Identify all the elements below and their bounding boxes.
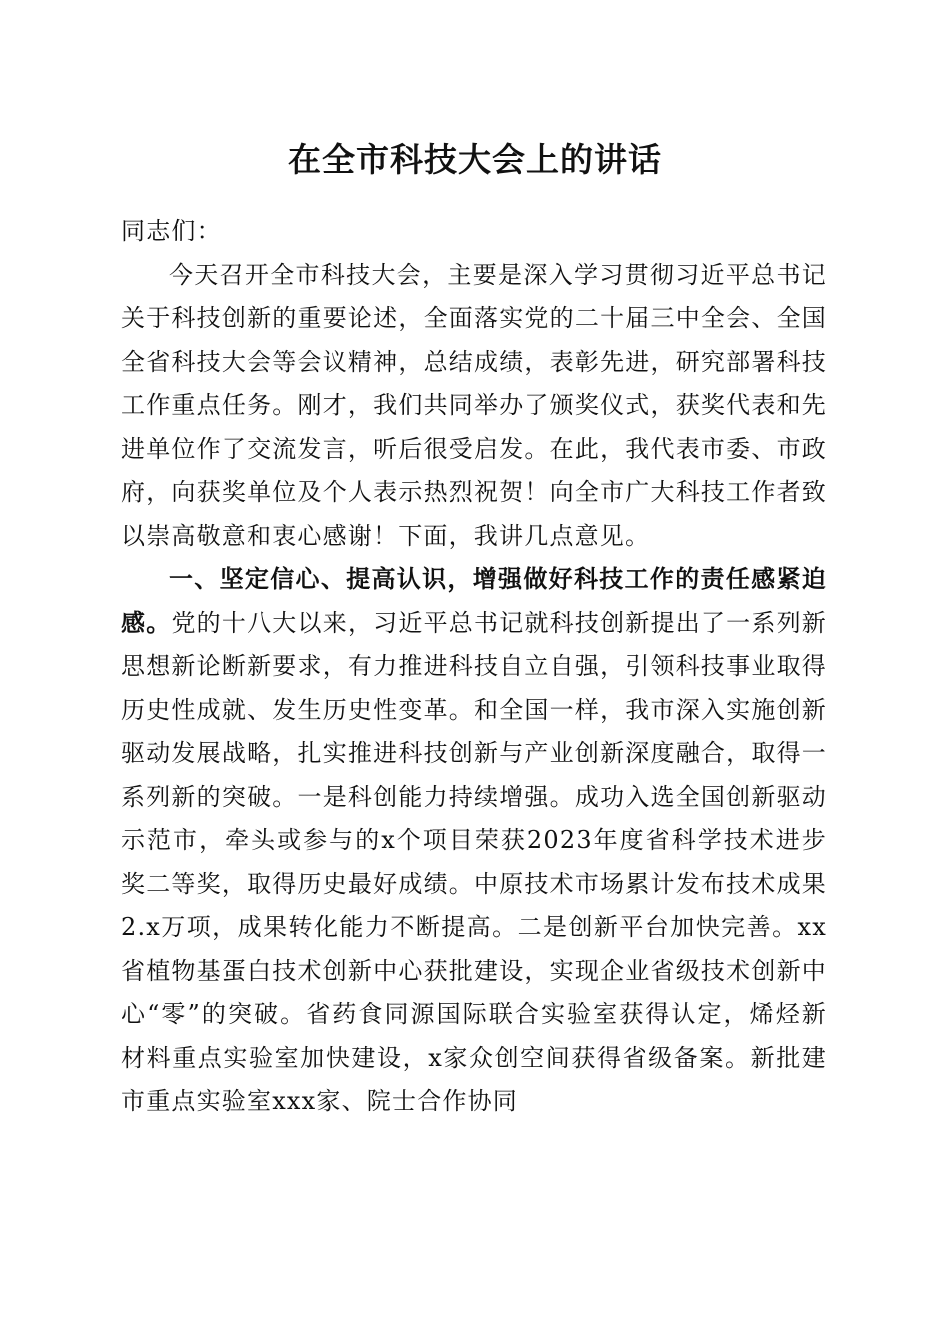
opening-paragraph: 今天召开全市科技大会，主要是深入学习贯彻习近平总书记关于科技创新的重要论述，全面落实党的二十届三中全会、全国全省科技大会等会议精神，总结成绩，表彰先进，研究部署科技工作重点任务。刚才，我们共同举办了颁奖仪式，获奖代表和先进单位作了交流发言，听后很受启发。在此，我代表市委、市政府，向获奖单位及个人表示热烈祝贺！向全市广大科技工作者致以崇高敬意和衷心感谢！下面，我讲几点意见。 (121, 260, 827, 550)
document-title: 在全市科技大会上的讲话 (288, 140, 662, 179)
section-1-body: 党的十八大以来，习近平总书记就科技创新提出了一系列新思想新论断新要求，有力推进科技自立自强，引领科技事业取得历史性成就、发生历史性变革。和全国一样，我市深入实施创新驱动发展战略，扎实推进科技创新与产业创新深度融合，取得一系列新的突破。一是科创能力持续增强。成功入选全国创新驱动示范市，牵头或参与的x个项目荣获2023年度省科学技术进步奖二等奖，取得历史最好成绩。中原技术市场累计发布技术成果2.x万项，成果转化能力不断提高。二是创新平台加快完善。xx省植物基蛋白技术创新中心获批建设，实现企业省级技术创新中心“零”的突破。省药食同源国际联合实验室获得认定，烯烃新材料重点实验室加快建设，x家众创空间获得省级备案。新批建市重点实验室xxx家、院士合作协同 (121, 608, 827, 1115)
section-1-paragraph (121, 558, 827, 1124)
section-1-heading: 一、坚定信心、提高认识，增强做好科技工作的责任感紧迫感。 (121, 565, 827, 637)
salutation: 同志们： (121, 217, 222, 245)
document-body (121, 210, 827, 1124)
